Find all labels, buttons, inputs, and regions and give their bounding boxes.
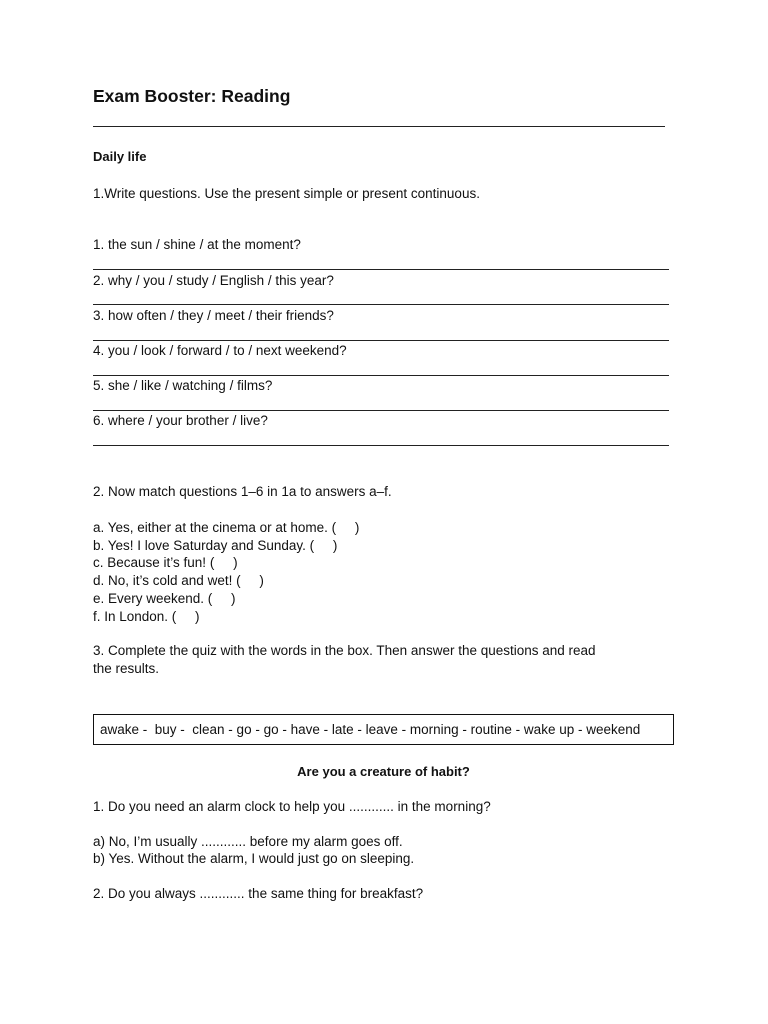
page-title: Exam Booster: Reading [93, 86, 291, 106]
match-answer-c: c. Because it’s fun! ( ) [93, 555, 238, 571]
answer-line-4[interactable] [93, 375, 669, 376]
exercise2-instruction: 2. Now match questions 1–6 in 1a to answers a–f. [93, 484, 392, 499]
match-answer-b: b. Yes! I love Saturday and Sunday. ( ) [93, 537, 338, 553]
exercise3-instruction-line1: 3. Complete the quiz with the words in the box. Then answer the questions and read [93, 643, 596, 658]
question-item-1: 1. the sun / shine / at the moment? [93, 237, 301, 252]
answer-line-2[interactable] [93, 304, 669, 305]
question-item-4: 4. you / look / forward / to / next weekend? [93, 343, 347, 358]
answer-line-5[interactable] [93, 410, 669, 411]
quiz-title: Are you a creature of habit? [297, 764, 470, 779]
answer-line-1[interactable] [93, 269, 669, 270]
match-answer-a: a. Yes, either at the cinema or at home. ( ) [93, 520, 360, 535]
title-divider [93, 126, 665, 127]
quiz-question-2: 2. Do you always ............ the same thing for breakfast? [93, 886, 424, 901]
word-box: awake - buy - clean - go - go - have - late - leave - morning - routine - wake up - weekend [93, 714, 674, 745]
match-answer-list [93, 519, 359, 625]
exercise3-instruction-line2: the results. [93, 661, 160, 676]
question-item-5: 5. she / like / watching / films? [93, 378, 273, 393]
match-answer-d: d. No, it’s cold and wet! ( ) [93, 573, 264, 589]
quiz-question-1: 1. Do you need an alarm clock to help you ............ in the morning? [93, 799, 491, 814]
answer-line-6[interactable] [93, 445, 669, 446]
quiz-option-1a: a) No, I’m usually ............ before my alarm goes off. [93, 834, 403, 849]
answer-line-3[interactable] [93, 340, 669, 341]
match-answer-e: e. Every weekend. ( ) [93, 590, 236, 606]
section-title: Daily life [93, 149, 147, 164]
question-item-2: 2. why / you / study / English / this year? [93, 273, 334, 288]
quiz-option-1b: b) Yes. Without the alarm, I would just go on sleeping. [93, 851, 415, 866]
question-item-3: 3. how often / they / meet / their friends? [93, 308, 334, 323]
match-answer-f: f. In London. ( ) [93, 608, 200, 624]
exercise1-instruction: 1.Write questions. Use the present simple or present continuous. [93, 186, 480, 201]
question-item-6: 6. where / your brother / live? [93, 413, 268, 428]
